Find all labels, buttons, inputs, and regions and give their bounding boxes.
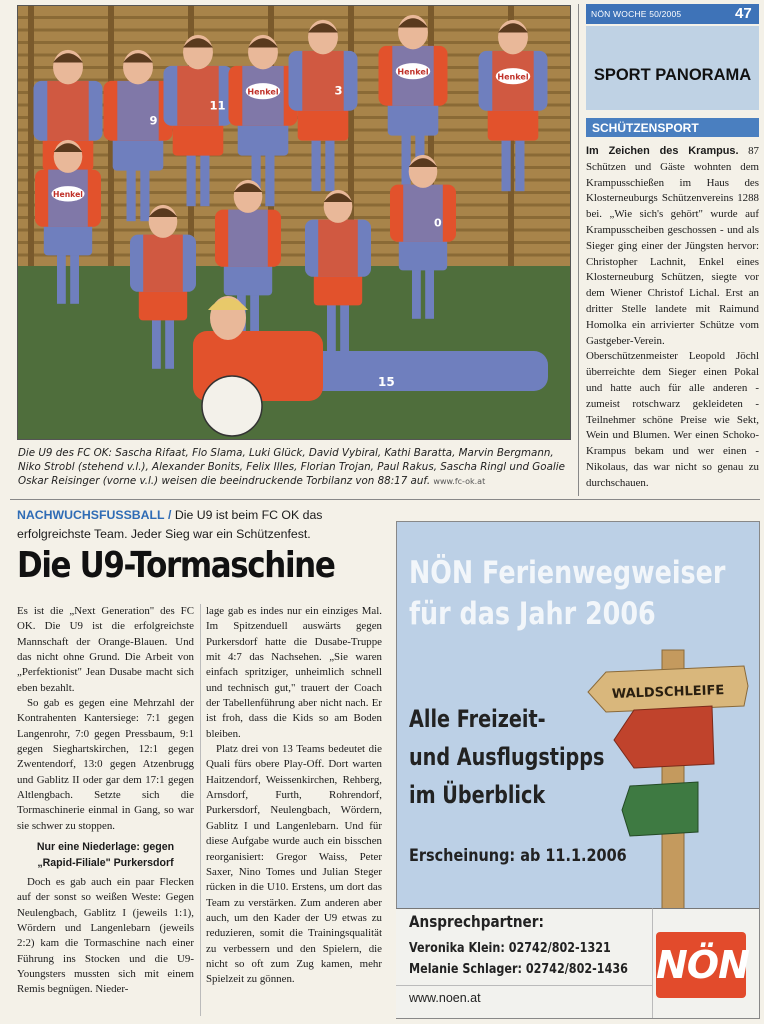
sponsor-text: Henkel — [247, 87, 279, 97]
section-divider — [10, 499, 760, 500]
signpost-illustration — [584, 640, 754, 912]
signpost-arrow-green — [622, 782, 698, 836]
player-shirt-panel — [177, 66, 218, 126]
player-shirt-panel — [47, 81, 88, 141]
brief-lead: Im Zeichen des Krampus. — [586, 145, 739, 157]
paragraph: Platz drei von 13 Teams bedeutet die Quali fürs obere Play-Off. Dort warten Haitzendorf, Weissenkirchen, Rehberg, Arnsdorf, Furth, Rohrendorf, Purkersdorf, Neulengbach, Wördern, Gablitz I und Langenlebarn. Und für diese Aufgabe wurde auch ein bisschen reorganisiert: Gregor Waiss, Peter Saxer, Nino Tomes und Julian Steger rücken in die U10. Erstens, um dort das Team zu verstärken. Zum anderen aber auch, um den Kader der U9 etwas zu reduzieren, somit die Trainingsqualität zu verbessern und den Spielern, die nicht so oft zum Zug kamen, mehr Spielzeit zu gönnen. — [206, 743, 382, 986]
ad-tagline-line: und Ausflugstipps — [409, 743, 605, 771]
caption-text: Die U9 des FC OK: Sascha Rifaat, Flo Slama, Luki Glück, David Vybiral, Kathi Baratta, Marvin Bergmann, Niko Strobl (stehend v.l.), Alexander Bonits, Felix Illes, Florian Trojan, Paul Rakus, Sascha Ringl und Goalie Oskar Reisinger (vorne v.l.) weisen die beeindruckende Torbilanz von 88:17 auf. — [18, 447, 565, 487]
paragraph: So gab es gegen eine Mehrzahl der Kontrahenten Kantersiege: 7:1 gegen Langenrohr, 7:0 gegen Pressbaum, 9:1 gegen Sieghartskirchen, 12:1 gegen Zwentendorf, 13:0 gegen Atzenbrugg und Gablitz II oder gar dem 17:1 gegen Altlengbach. Setzte sich die Tormaschinerie einmal in Gang, so war sie schwer zu stoppen. — [17, 697, 194, 832]
article-deck — [17, 506, 389, 544]
shirt-number: 11 — [209, 98, 226, 113]
wall-bar — [18, 154, 570, 157]
kicker-separator: / — [167, 508, 172, 522]
rubric-label: SCHÜTZENSPORT — [592, 121, 699, 135]
ad-publication-date: Erscheinung: ab 11.1.2006 — [409, 846, 627, 866]
issue-label: NÖN WOCHE 50/2005 — [591, 9, 682, 19]
shirt-number: 3 — [334, 83, 343, 98]
wall-bar — [18, 29, 570, 32]
deck-text: Die U9 ist beim FC OK das erfolgreichste Team. Jeder Sieg war ein Schützenfest. — [17, 508, 323, 541]
photo-credit: www.fc-ok.at — [433, 477, 486, 486]
article-kicker: NACHWUCHSFUSSBALL — [17, 508, 165, 522]
wall-bar — [18, 254, 570, 257]
wall-bar — [18, 241, 570, 244]
football — [202, 376, 262, 436]
ad-title-line: NÖN Ferienwegweiser — [409, 555, 726, 591]
player-shirt-panel — [228, 210, 268, 267]
article-subhead: Nur eine Niederlage: gegen „Rapid-Filiale" Purkersdorf — [36, 841, 175, 869]
signpost-arrow-red — [614, 706, 714, 768]
ad-title — [409, 553, 726, 635]
brief-text: 87 Schützen und Gäste wohnten dem Krampusschießen im Haus des Klosterneuburgs Schützenvereins 1288 bei. „Wie sich's gehört" wurde auf Krampusscheiben geschossen - und als Sieger ging einer der Jüngsten hervor: Christopher Lachnit, Enkel eines Klosterneuburg Schützen, siegte vor dem Wiener Christof Lichal. Erst an dritter Stelle landete mit Raimund Homolka ein arrivierter Schütze vom Gastgeber-Verein. Oberschützenmeister Leopold Jöchl überreichte dem Sieger einen Pokal und hatte auch für alle anderen - zumeist rotschwarz gekleideten - Teilnehmer schöne Preise wie Sekt, Wein und Blumen. Wer einen Schoko-Krampus bekam und wer einen -Nikolaus, das war nicht so genau zu durchschauen. — [586, 145, 759, 489]
team-photo — [17, 5, 571, 440]
player-shirt-panel — [318, 220, 358, 277]
shirt-number: 15 — [378, 375, 395, 389]
ad-url-divider — [396, 985, 652, 986]
goalie-legs — [298, 351, 548, 391]
player-shirt-panel — [143, 235, 183, 292]
wall-bar — [18, 141, 570, 144]
sponsor-text: Henkel — [397, 67, 429, 77]
ad-tagline-line: im Überblick — [409, 781, 546, 809]
wall-bar — [18, 41, 570, 44]
article-column-1 — [17, 604, 194, 998]
wall-bar — [18, 166, 570, 169]
noen-logo: NÖN — [656, 932, 746, 998]
column-divider — [578, 4, 579, 496]
sponsor-text: Henkel — [53, 190, 83, 200]
paragraph: Es ist die „Next Generation" des FC OK. Die U9 ist die erfolgreichste Mannschaft der Orange-Blauen. Und das nicht ohne Grund. Die Arbeit von „Perfektionist" Jean Dusabe macht sich eben bezahlt. — [17, 605, 194, 694]
wall-bar — [18, 229, 570, 232]
article-headline: Die U9-Tormaschine — [17, 545, 335, 586]
player-shirt-panel — [117, 81, 158, 141]
section-title: SPORT PANORAMA — [593, 66, 752, 84]
shirt-number: 0 — [434, 216, 442, 230]
paragraph: Doch es gab auch ein paar Flecken auf der sonst so weißen Weste: Gegen Neulengbach, Gablitz I (jeweils 1:1), Wördern und Langenlebarn (jeweils 2:2) kam die Tormaschine nach einer Führung ins Stocken und die U9-Youngsters mussten sich mit einem Remis begnügen. Nieder- — [17, 875, 194, 996]
page-number: 47 — [735, 5, 752, 22]
contact-veronika-klein: Veronika Klein: 02742/802-1321 — [409, 941, 611, 956]
contact-heading: Ansprechpartner: — [409, 912, 544, 931]
contact-melanie-schlager: Melanie Schlager: 02742/802-1436 — [409, 962, 628, 977]
sponsor-text: Henkel — [497, 72, 529, 82]
ad-title-line: für das Jahr 2006 — [409, 596, 656, 632]
team-photo-drawing — [18, 6, 570, 439]
shirt-number: 9 — [149, 113, 158, 128]
wall-bar — [18, 16, 570, 19]
ad-tagline-line: Alle Freizeit- — [409, 705, 546, 733]
signpost-text: WALDSCHLEIFE — [611, 683, 725, 702]
ad-url[interactable]: www.noen.at — [409, 991, 481, 1005]
wall-post — [28, 6, 34, 266]
column-divider — [200, 604, 201, 1016]
player-shirt-panel — [302, 51, 343, 111]
paragraph: lage gab es indes nur ein einziges Mal. Im Spitzenduell auswärts gegen Purkersdorf hatte die Dusabe-Truppe mit 4:7 das Nachsehen. „Sie waren einfach spritziger, unheimlich schnell und technisch gut," trauert der Coach der Tabellenführung aber nicht nach. Er ist froh, dass die Kids so am Boden bleiben. — [206, 605, 382, 740]
photo-caption — [18, 446, 574, 496]
player-shirt-panel — [403, 185, 443, 242]
article-column-2 — [206, 604, 382, 988]
brief-article — [586, 144, 759, 494]
ad-tagline — [409, 700, 604, 814]
